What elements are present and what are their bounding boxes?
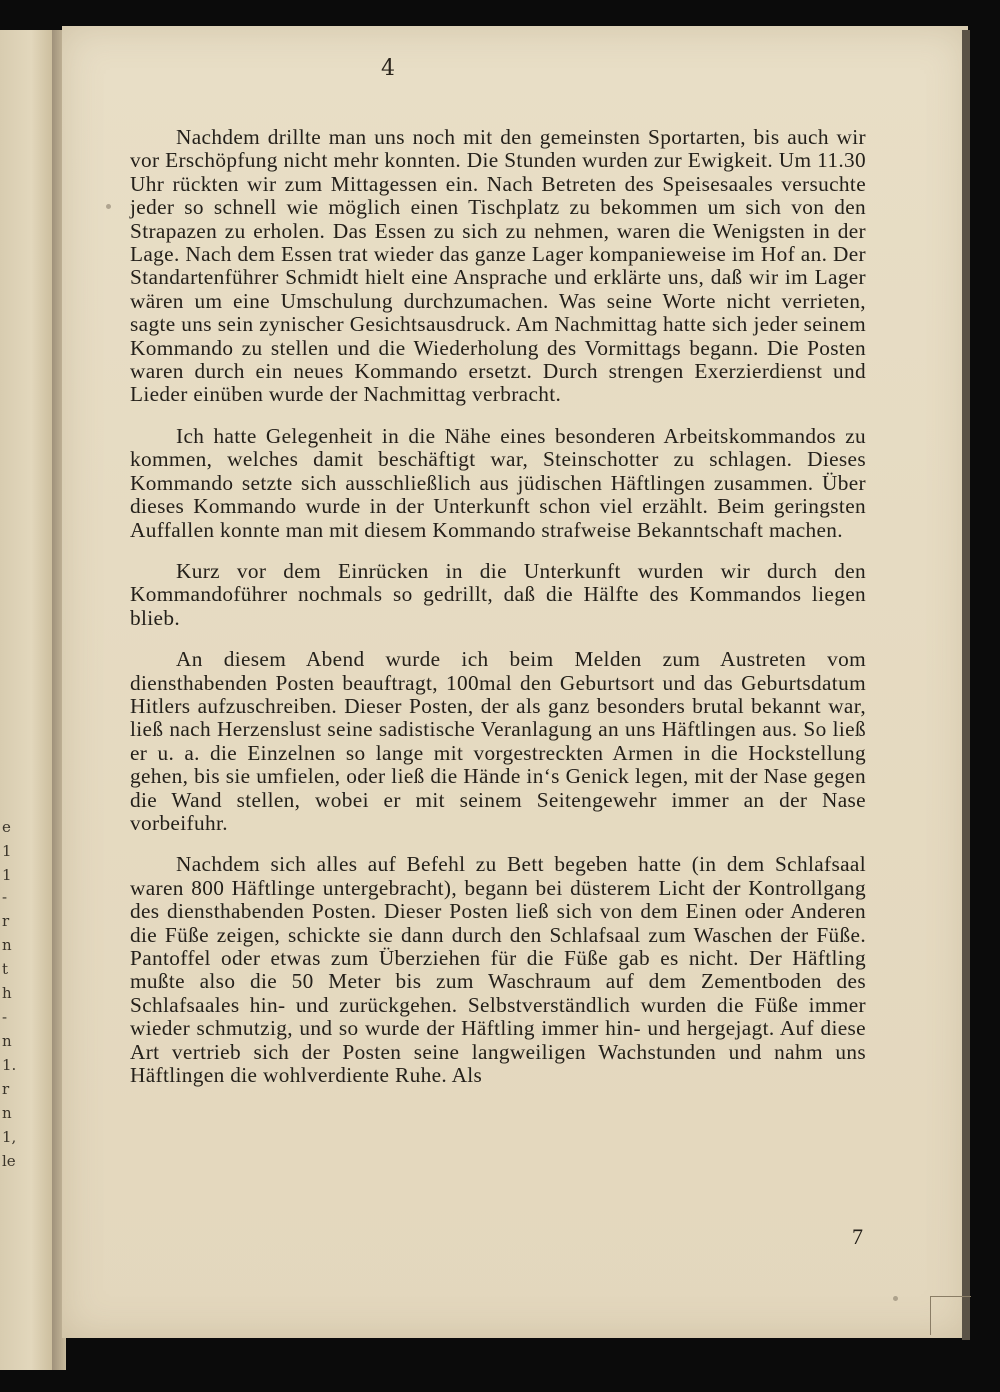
header-mark: 4 — [381, 56, 395, 81]
left-page-fragment: n — [2, 1032, 12, 1050]
body-text — [130, 126, 866, 1087]
left-page-fragment: - — [2, 888, 8, 906]
paper-speck — [106, 204, 111, 209]
left-page-fragment: 1. — [2, 1056, 17, 1074]
left-page-fragment: 1, — [2, 1128, 17, 1146]
paragraph-2: Ich hatte Gelegenheit in die Nähe eines besonderen Arbeitskommandos zu kommen, welches damit beschäftigt war, Steinschotter zu schlagen. Dieses Kommando setzte sich ausschließlich aus jüdischen Häftlingen zusammen. Über dieses Kommando wurde in der Unterkunft schon viel erzählt. Beim geringsten Auffallen konnte man mit diesem Kommando strafweise Bekanntschaft machen. — [130, 423, 866, 542]
paragraph-3: Kurz vor dem Einrücken in die Unterkunft wurden wir durch den Kommandoführer nochmals so gedrillt, daß die Hälfte des Kommandos liegen blieb. — [130, 558, 866, 630]
corner-fold — [930, 1296, 971, 1335]
left-page-fragment: le — [2, 1152, 16, 1170]
left-page-fragment: 1 — [2, 842, 12, 860]
previous-page-edge — [0, 30, 53, 1370]
paragraph-1: Nachdem drillte man uns noch mit den gemeinsten Sportarten, bis auch wir vor Erschöpfung nicht mehr konnten. Die Stunden wurden zur Ewigkeit. Um 11.30 Uhr rückten wir zum Mittagessen ein. Nach Betreten des Speisesaales versuchte jeder so schnell wie möglich einen Tischplatz zu bekommen um sich von den Strapazen zu erholen. Das Essen zu sich zu nehmen, waren die Wenigsten in der Lage. Nach dem Essen trat wieder das ganze Lager kompanieweise im Hof an. Der Standartenführer Schmidt hielt eine Ansprache und erklärte uns, daß wir im Lager wären um eine Umschulung durchzumachen. Was seine Worte nicht verrieten, sagte uns sein zynischer Gesichtsausdruck. Am Nachmittag hatte sich jeder seinem Kommando zu stellen und die Wiederholung des Vormittags begann. Die Posten waren durch ein neues Kommando ersetzt. Durch strengen Exerzierdienst und Lieder einüben wurde der Nachmittag verbracht. — [130, 125, 866, 407]
left-page-fragment: 1 — [2, 866, 12, 884]
left-page-fragment: e — [2, 818, 11, 836]
left-page-fragment: t — [2, 960, 9, 978]
left-page-fragment: r — [2, 1080, 10, 1098]
left-page-fragment: h — [2, 984, 12, 1002]
page-number: 7 — [852, 1224, 863, 1249]
left-page-fragment: - — [2, 1008, 8, 1026]
left-page-fragment: n — [2, 1104, 12, 1122]
paragraph-5: Nachdem sich alles auf Befehl zu Bett begeben hatte (in dem Schlafsaal waren 800 Häftlinge untergebracht), begann bei düsterem Licht der Kontrollgang des diensthabenden Posten. Dieser Posten ließ sich von dem Einen oder Anderen die Füße zeigen, schickte sie dann durch den Schlafsaal zum Waschen der Füße. Pantoffel oder etwas zum Überziehen für die Füße gab es nicht. Der Häftling mußte also die 50 Meter bis zum Waschraum auf dem Zementboden des Schlafsaales hin- und zurückgehen. Selbstverständlich wurden die Füße immer wieder schmutzig, und so wurde der Häftling immer hin- und hergejagt. Auf diese Art vertrieb sich der Posten seine langweiligen Wachstunden und nahm uns Häftlingen die wohlverdiente Ruhe. Als — [130, 852, 866, 1088]
left-page-fragment: r — [2, 912, 10, 930]
page-right-edge — [962, 30, 970, 1340]
left-page-fragment: n — [2, 936, 12, 954]
paragraph-4: An diesem Abend wurde ich beim Melden zum Austreten vom diensthabenden Posten beauftragt, 100mal den Geburtsort und das Geburtsdatum Hitlers aufzuschreiben. Dieser Posten, der als ganz besonders brutal bekannt war, ließ nach Herzenslust seine sadistische Veranlagung an uns Häftlingen aus. So ließ er u. a. die Einzelnen so lange mit vorgestreckten Armen in die Hockstellung gehen, bis sie umfielen, oder ließ die Hände in‘s Genick legen, mit der Nase gegen die Wand stellen, wobei er mit seinem Seitengewehr immer an der Nase vorbeifuhr. — [130, 647, 866, 835]
paper-speck — [893, 1296, 898, 1301]
